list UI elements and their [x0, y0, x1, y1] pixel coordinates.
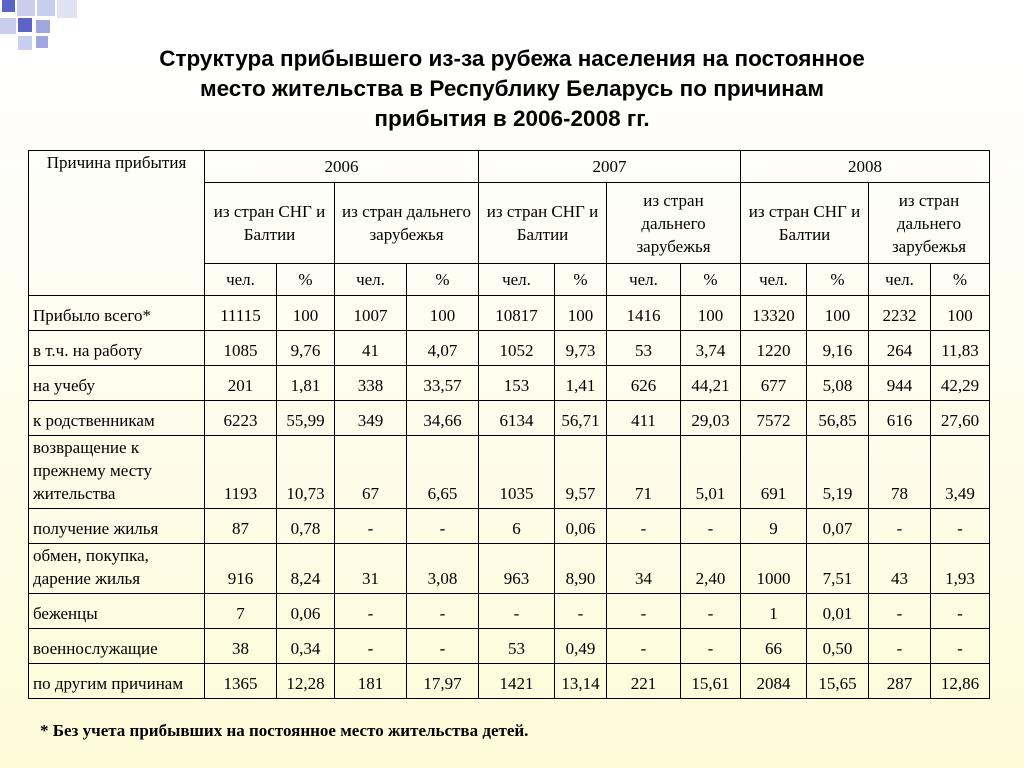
unit-header-percent: %: [931, 264, 990, 296]
table-cell: 691: [741, 436, 807, 509]
table-cell: 1: [741, 594, 807, 629]
table-row: [29, 629, 990, 664]
table-cell: 17,97: [407, 664, 479, 699]
footnote: * Без учета прибывших на постоянное место жительства детей.: [40, 721, 529, 740]
table-cell: 1052: [479, 331, 555, 366]
table-cell: 1416: [607, 296, 681, 331]
group-header-far-abroad: из стран дальнего зарубежья: [869, 183, 990, 264]
table-cell: -: [607, 594, 681, 629]
deco-square: [18, 18, 32, 32]
table-cell: 13,14: [555, 664, 607, 699]
table-cell: 31: [335, 544, 407, 594]
table-cell: 67: [335, 436, 407, 509]
table-cell: -: [335, 629, 407, 664]
table-cell: -: [335, 594, 407, 629]
title-line-2: место жительства в Республику Беларусь по причинам: [199, 76, 825, 101]
table-cell: 4,07: [407, 331, 479, 366]
table-cell: 221: [607, 664, 681, 699]
row-label: военнослужащие: [29, 629, 205, 664]
table-cell: 6: [479, 509, 555, 544]
table-cell: -: [335, 509, 407, 544]
table-cell: -: [407, 629, 479, 664]
deco-square: [37, 0, 55, 16]
table-cell: -: [869, 629, 931, 664]
table-cell: 287: [869, 664, 931, 699]
table-cell: 963: [479, 544, 555, 594]
table-cell: 100: [931, 296, 990, 331]
table-cell: 1035: [479, 436, 555, 509]
table-cell: -: [407, 594, 479, 629]
table-cell: 15,61: [681, 664, 741, 699]
table-cell: -: [931, 629, 990, 664]
table-body: [29, 296, 990, 699]
table-cell: 7572: [741, 401, 807, 436]
table-cell: 12,28: [277, 664, 335, 699]
table-cell: 3,49: [931, 436, 990, 509]
table-cell: 44,21: [681, 366, 741, 401]
table-row: [29, 664, 990, 699]
unit-header-percent: %: [277, 264, 335, 296]
table-cell: 0,50: [807, 629, 869, 664]
table-cell: 100: [407, 296, 479, 331]
table-row: [29, 331, 990, 366]
table-row: [29, 594, 990, 629]
group-header-far-abroad: из стран дальнего зарубежья: [607, 183, 741, 264]
table-cell: 411: [607, 401, 681, 436]
row-label: в т.ч. на работу: [29, 331, 205, 366]
table-cell: 38: [205, 629, 277, 664]
table-cell: -: [931, 509, 990, 544]
table-cell: 8,90: [555, 544, 607, 594]
table-cell: -: [681, 509, 741, 544]
table-cell: 201: [205, 366, 277, 401]
page-title: [30, 44, 994, 134]
row-label: на учебу: [29, 366, 205, 401]
table-cell: -: [869, 509, 931, 544]
table-cell: 181: [335, 664, 407, 699]
table-row: [29, 296, 990, 331]
table-cell: 100: [681, 296, 741, 331]
table-cell: -: [607, 629, 681, 664]
table-cell: 12,86: [931, 664, 990, 699]
table-cell: 9,73: [555, 331, 607, 366]
table-cell: 616: [869, 401, 931, 436]
year-header-2007: 2007: [479, 151, 741, 183]
table-cell: 33,57: [407, 366, 479, 401]
table-cell: 1,41: [555, 366, 607, 401]
unit-header-persons: чел.: [205, 264, 277, 296]
table-cell: 29,03: [681, 401, 741, 436]
table-cell: 5,08: [807, 366, 869, 401]
unit-header-persons: чел.: [607, 264, 681, 296]
table-cell: 66: [741, 629, 807, 664]
table-cell: 0,78: [277, 509, 335, 544]
table-cell: 916: [205, 544, 277, 594]
table-cell: 1365: [205, 664, 277, 699]
table-cell: 0,06: [277, 594, 335, 629]
arrivals-table: [28, 150, 990, 699]
table-cell: 34: [607, 544, 681, 594]
unit-header-percent: %: [681, 264, 741, 296]
group-header-far-abroad: из стран дальнего зарубежья: [335, 183, 479, 264]
table-cell: -: [607, 509, 681, 544]
group-header-cis: из стран СНГ и Балтии: [741, 183, 869, 264]
table-cell: 2232: [869, 296, 931, 331]
table-cell: 7,51: [807, 544, 869, 594]
table-cell: 626: [607, 366, 681, 401]
table-cell: 9,57: [555, 436, 607, 509]
table-row: [29, 366, 990, 401]
table-cell: 1085: [205, 331, 277, 366]
unit-header-persons: чел.: [869, 264, 931, 296]
table-cell: 6134: [479, 401, 555, 436]
table-cell: 100: [277, 296, 335, 331]
table-cell: 11115: [205, 296, 277, 331]
group-header-cis: из стран СНГ и Балтии: [205, 183, 335, 264]
table-cell: 2084: [741, 664, 807, 699]
table-cell: 78: [869, 436, 931, 509]
deco-square: [2, 0, 15, 12]
table-cell: 1421: [479, 664, 555, 699]
table-cell: 1220: [741, 331, 807, 366]
year-header-2008: 2008: [741, 151, 990, 183]
table-cell: -: [869, 594, 931, 629]
table-cell: 9,16: [807, 331, 869, 366]
table-cell: 3,08: [407, 544, 479, 594]
table-cell: 55,99: [277, 401, 335, 436]
deco-square: [36, 20, 50, 33]
table-cell: 53: [607, 331, 681, 366]
reason-header: Причина прибытия: [29, 151, 205, 296]
table-cell: 56,85: [807, 401, 869, 436]
table-cell: -: [407, 509, 479, 544]
deco-square: [17, 0, 35, 16]
table-cell: 0,06: [555, 509, 607, 544]
unit-header-persons: чел.: [741, 264, 807, 296]
table-cell: 3,74: [681, 331, 741, 366]
table-cell: 0,07: [807, 509, 869, 544]
table-cell: 2,40: [681, 544, 741, 594]
table-cell: 53: [479, 629, 555, 664]
table-cell: 349: [335, 401, 407, 436]
table-cell: 0,34: [277, 629, 335, 664]
table-cell: 7: [205, 594, 277, 629]
table-cell: 87: [205, 509, 277, 544]
deco-square: [57, 0, 77, 18]
table-cell: 71: [607, 436, 681, 509]
table-cell: 43: [869, 544, 931, 594]
table-row: [29, 436, 990, 509]
table-cell: 264: [869, 331, 931, 366]
table-cell: -: [931, 594, 990, 629]
table-cell: 13320: [741, 296, 807, 331]
table-cell: 9,76: [277, 331, 335, 366]
table-row: [29, 544, 990, 594]
table-cell: 1193: [205, 436, 277, 509]
table-cell: 10,73: [277, 436, 335, 509]
table-row: [29, 401, 990, 436]
row-label: обмен, покупка, дарение жилья: [29, 544, 205, 594]
table-cell: 41: [335, 331, 407, 366]
table-cell: 1,81: [277, 366, 335, 401]
table-cell: 153: [479, 366, 555, 401]
table-cell: 10817: [479, 296, 555, 331]
row-label: возвращение к прежнему месту жительства: [29, 436, 205, 509]
table-cell: -: [555, 594, 607, 629]
unit-header-percent: %: [807, 264, 869, 296]
title-line-3: прибытия в 2006-2008 гг.: [374, 106, 650, 131]
unit-header-percent: %: [555, 264, 607, 296]
table-cell: 5,19: [807, 436, 869, 509]
table-cell: 6223: [205, 401, 277, 436]
unit-header-percent: %: [407, 264, 479, 296]
table-cell: -: [681, 594, 741, 629]
table-row: [29, 509, 990, 544]
table-cell: 1000: [741, 544, 807, 594]
table-cell: 15,65: [807, 664, 869, 699]
table-cell: 11,83: [931, 331, 990, 366]
table-cell: 677: [741, 366, 807, 401]
table-cell: 100: [807, 296, 869, 331]
table-cell: 1007: [335, 296, 407, 331]
table-cell: 338: [335, 366, 407, 401]
table-cell: 944: [869, 366, 931, 401]
table-cell: 0,49: [555, 629, 607, 664]
table-cell: 5,01: [681, 436, 741, 509]
table-cell: 42,29: [931, 366, 990, 401]
row-label: беженцы: [29, 594, 205, 629]
row-label: по другим причинам: [29, 664, 205, 699]
unit-header-persons: чел.: [335, 264, 407, 296]
table-cell: 27,60: [931, 401, 990, 436]
table-cell: 8,24: [277, 544, 335, 594]
table-cell: 1,93: [931, 544, 990, 594]
row-label: получение жилья: [29, 509, 205, 544]
table-cell: 100: [555, 296, 607, 331]
deco-square: [0, 18, 16, 34]
table-cell: 6,65: [407, 436, 479, 509]
row-label: Прибыло всего*: [29, 296, 205, 331]
table-cell: 34,66: [407, 401, 479, 436]
year-header-2006: 2006: [205, 151, 479, 183]
table-cell: 0,01: [807, 594, 869, 629]
table-cell: 56,71: [555, 401, 607, 436]
table-cell: -: [479, 594, 555, 629]
unit-header-persons: чел.: [479, 264, 555, 296]
title-line-1: Структура прибывшего из-за рубежа населения на постоянное: [159, 46, 865, 71]
row-label: к родственникам: [29, 401, 205, 436]
table-cell: -: [681, 629, 741, 664]
group-header-cis: из стран СНГ и Балтии: [479, 183, 607, 264]
table-cell: 9: [741, 509, 807, 544]
